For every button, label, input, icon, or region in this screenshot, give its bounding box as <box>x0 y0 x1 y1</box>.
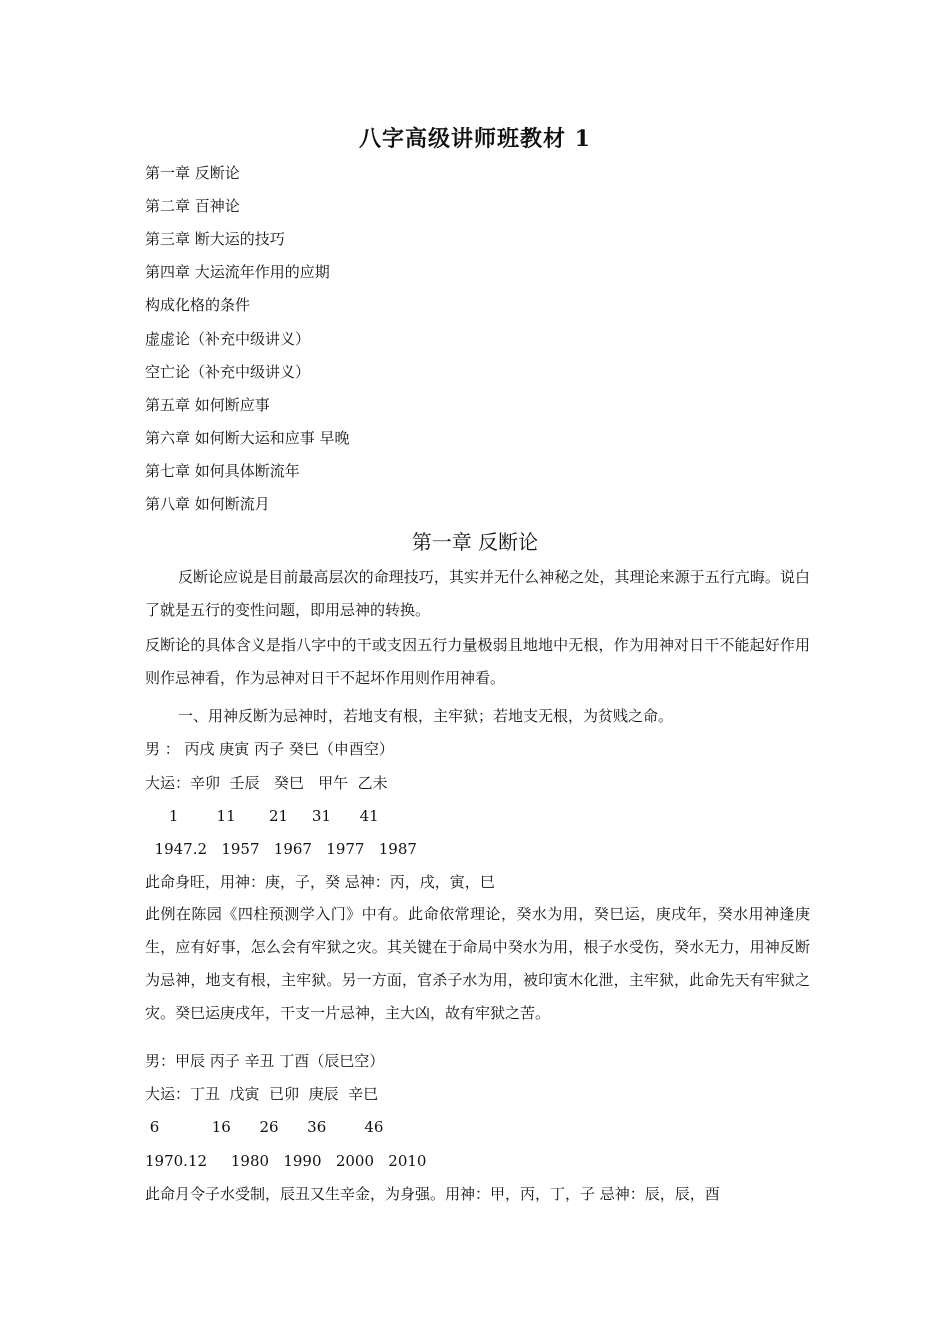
toc-item: 虚虚论（补充中级讲义） <box>145 330 311 348</box>
case2-dayun: 大运：丁丑 戊寅 已卯 庚辰 辛巳 <box>145 1085 379 1103</box>
case1-bazi: 男 ： 丙戌 庚寅 丙子 癸巳（申酉空） <box>145 740 394 758</box>
toc-item: 第五章 如何断应事 <box>145 396 270 414</box>
case2-bazi: 男：甲辰 丙子 辛丑 丁酉（辰巳空） <box>145 1052 385 1070</box>
toc-item: 第三章 断大运的技巧 <box>145 230 285 248</box>
toc-item: 第四章 大运流年作用的应期 <box>145 263 330 281</box>
case1-ages: 1 11 21 31 41 <box>145 807 379 825</box>
case1-dayun: 大运：辛卯 壬辰 癸巳 甲午 乙未 <box>145 774 388 792</box>
case1-analysis: 此例在陈园《四柱预测学入门》中有。此命依常理论，癸水为用，癸巳运，庚戌年，癸水用神逢庚生，应有好事，怎么会有牢狱之灾。其关键在于命局中癸水为用，根子水受伤，癸水无力，用神反断为忌神，地支有根，主牢狱。另一方面，官杀子水为用，被印寅木化泄，主牢狱，此命先天有牢狱之灾。癸巳运庚戌年，干支一片忌神，主大凶，故有牢狱之苦。 <box>145 905 810 1022</box>
toc-item: 第七章 如何具体断流年 <box>145 462 300 480</box>
case2-years: 1970.12 1980 1990 2000 2010 <box>145 1152 427 1170</box>
intro-paragraph: 反断论应说是目前最高层次的命理技巧，其实并无什么神秘之处，其理论来源于五行亢晦。说白了就是五行的变性问题，即用忌神的转换。 <box>145 568 810 619</box>
toc-item: 构成化格的条件 <box>145 296 251 314</box>
case2-analysis: 此命月令子水受制，辰丑又生辛金，为身强。用神：甲，丙，丁，子 忌神：辰，辰，酉 <box>145 1185 720 1203</box>
toc-item: 空亡论（补充中级讲义） <box>145 363 311 381</box>
toc-item: 第六章 如何断大运和应事 早晚 <box>145 429 350 447</box>
toc-item: 第一章 反断论 <box>145 164 240 182</box>
toc-item: 第八章 如何断流月 <box>145 495 270 513</box>
case1-analysis-short: 此命身旺，用神：庚，子，癸 忌神：丙，戌，寅，巳 <box>145 873 495 891</box>
chapter-heading: 第一章 反断论 <box>411 530 539 554</box>
toc-item: 第二章 百神论 <box>145 197 240 215</box>
case1-years: 1947.2 1957 1967 1977 1987 <box>145 840 417 858</box>
rule-paragraph: 一、用神反断为忌神时，若地支有根，主牢狱；若地支无根，为贫贱之命。 <box>178 707 674 725</box>
case2-ages: 6 16 26 36 46 <box>145 1118 384 1136</box>
definition-paragraph: 反断论的具体含义是指八字中的干或支因五行力量极弱且地地中无根，作为用神对日干不能起好作用则作忌神看，作为忌神对日干不起坏作用则作用神看。 <box>145 636 810 687</box>
document-title: 八字高级讲师班教材 1 <box>359 126 591 152</box>
